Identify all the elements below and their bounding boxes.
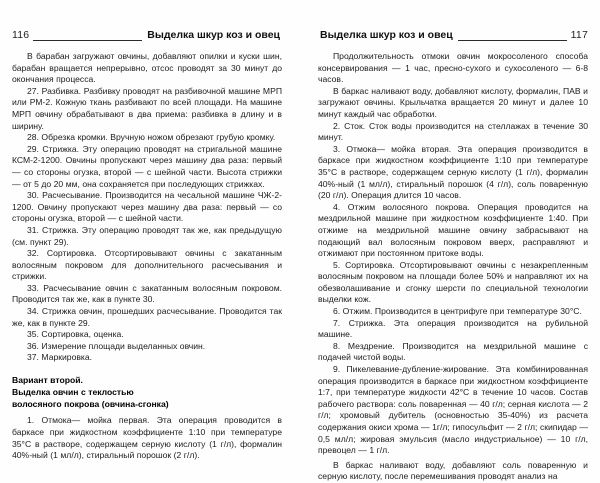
page-number-right: 117	[567, 29, 588, 42]
section-heading	[12, 375, 282, 410]
running-head-left	[12, 26, 282, 42]
paragraph: 6. Отжим. Производится в центрифуге при температуре 30°С.	[333, 306, 582, 317]
paragraph: 4. Отжим волосяного покрова. Операция проводится на мездрильной машине при жидкостном коэффициенте 1:40. При отжиме на мездрильной машине овчину забрасывают на подающий вал волосяным покровом вверх, расправляют и отжимают при постоянном притоке воды.	[318, 201, 588, 259]
paragraph: Продолжительность отмоки овчин мокросоленого способа консервирования — 1 час, пресно-сухого и сухосоленого — 6-8 часов.	[318, 51, 588, 85]
paragraph: 5. Сортировка. Отсортировывают овчины с незакрепленным волосяным покровом на площади более 50% и направляют их на обезволашивание и сгонку шерсти по специальной технологии выделки кож.	[318, 259, 588, 305]
heading-line: Выделка овчин с теклостью	[12, 386, 134, 397]
running-title-right: Выделка шкур коз и овец	[318, 29, 458, 42]
paragraph: 30. Расчесывание. Производится на чесальной машине ЧЖ-2-1200. Овчину пропускают через машину два раза: первый — со стороны огузка, второй — с шейной части.	[12, 190, 282, 224]
running-head-right	[318, 26, 588, 42]
heading-line: волосяного покрова (овчина-сгонка)	[12, 398, 169, 409]
paragraph: 31. Стрижка. Эту операцию проводят так же, как предыдущую (см. пункт 29).	[12, 224, 282, 247]
paragraph: 8. Мездрение. Производится на мездрильной машине с подачей чистой воды.	[318, 340, 588, 363]
paragraph: 28. Обрезка кромки. Вручную ножом обрезают грубую кромку.	[27, 132, 276, 143]
paragraph: 35. Сортировка, оценка.	[27, 329, 124, 340]
paragraph: 29. Стрижка. Эту операцию проводят на стригальной машине КСМ-2-1200. Овчины пропускают через машину два раза: первый — со стороны огузка, второй — с шейной части. Высота стрижки — от 5 до 20 мм, она сохраняется при последующих стрижках.	[12, 143, 282, 189]
paragraph: 2. Сток. Сток воды производится на стеллажах в течение 30 минут.	[318, 120, 588, 143]
paragraph: 37. Маркировка.	[27, 352, 93, 363]
paragraph: В баркас наливают воду, добавляют кислоту, формалин, ПАВ и загружают овчины. Крыльчатка вращается 20 минут и далее 10 минут каждый час обработки.	[318, 85, 588, 119]
paragraph: 33. Расчесывание овчин с закатанным волосяным покровом. Проводится так же, как в пункте 30.	[12, 282, 282, 305]
paragraph: 32. Сортировка. Отсортировывают овчины с закатанным волосяным покровом для дополнительного расчесывания и стрижки.	[12, 248, 282, 282]
paragraph: 7. Стрижка. Эта операция производится на рубильной машине.	[318, 317, 588, 340]
body-text-right	[318, 51, 588, 483]
paragraph: 1. Отмока— мойка первая. Эта операция проводится в баркасе при жидкостном коэффициенте 1:10 при температуре 35°С в растворе, содержащем серную кислоту (1 г/л), формалин 40%-ный (1 мл/л), стиральный порошок (2 г/л).	[12, 415, 282, 461]
paragraph: В барабан загружают овчины, добавляют опилки и куски шин, барабан вращается непрерывно, отсос проводят за 30 минут до окончания процесса.	[12, 51, 282, 85]
page-left	[12, 26, 294, 472]
page-right	[306, 26, 588, 482]
heading-line: Вариант второй.	[12, 375, 83, 386]
paragraph: 9. Пикелевание-дубление-жирование. Эта комбинированная операция производится в баркасе при жидкостном коэффициенте 1:7, при температуре жидкости 42°С в течение 10 часов. Состав рабочего раствора: соль поваренная — 40 г/л; серная кислота — 2 г/л; хромовый дубитель (основностью 35-40%) из расчета содержания окиси хрома — 1г/л; гипосульфит — 2 г/л; скипидар — 0,5 мл/л; жировая эмульсия (масло индустриальное) — 10 г/л, превоцел — 1 г/л.	[318, 364, 588, 456]
paragraph: 36. Измерение площади выделанных овчин.	[27, 340, 206, 351]
page-number-left: 116	[12, 29, 33, 42]
running-title-left: Выделка шкур коз и овец	[142, 29, 282, 42]
paragraph: 34. Стрижка овчин, прошедших расчесывание. Проводится так же, как в пункте 29.	[12, 306, 282, 328]
paragraph: 3. Отмока— мойка вторая. Эта операция производится в баркасе при жидкостном коэффициенте 1:10 при температуре 35°С в растворе, содержащем серную кислоту (1 г/л), формалин 40%-ный (1 мл/л), стиральный порошок (4 г/л), соль поваренную (20 г/л). Операция длится 10 часов.	[318, 143, 588, 201]
paragraph: 27. Разбивка. Разбивку проводят на разбивочной машине МРП или РМ-2. Кожную ткань разбивают по всей площади. На машине МРП овчину обрабатывают в два приема: разбивка в длину и в ширину.	[12, 85, 282, 131]
paragraph: В баркас наливают воду, добавляют соль поваренную и серную кислоту, после перемешивания проводят анализ на	[318, 459, 588, 482]
body-text-left	[12, 51, 282, 462]
